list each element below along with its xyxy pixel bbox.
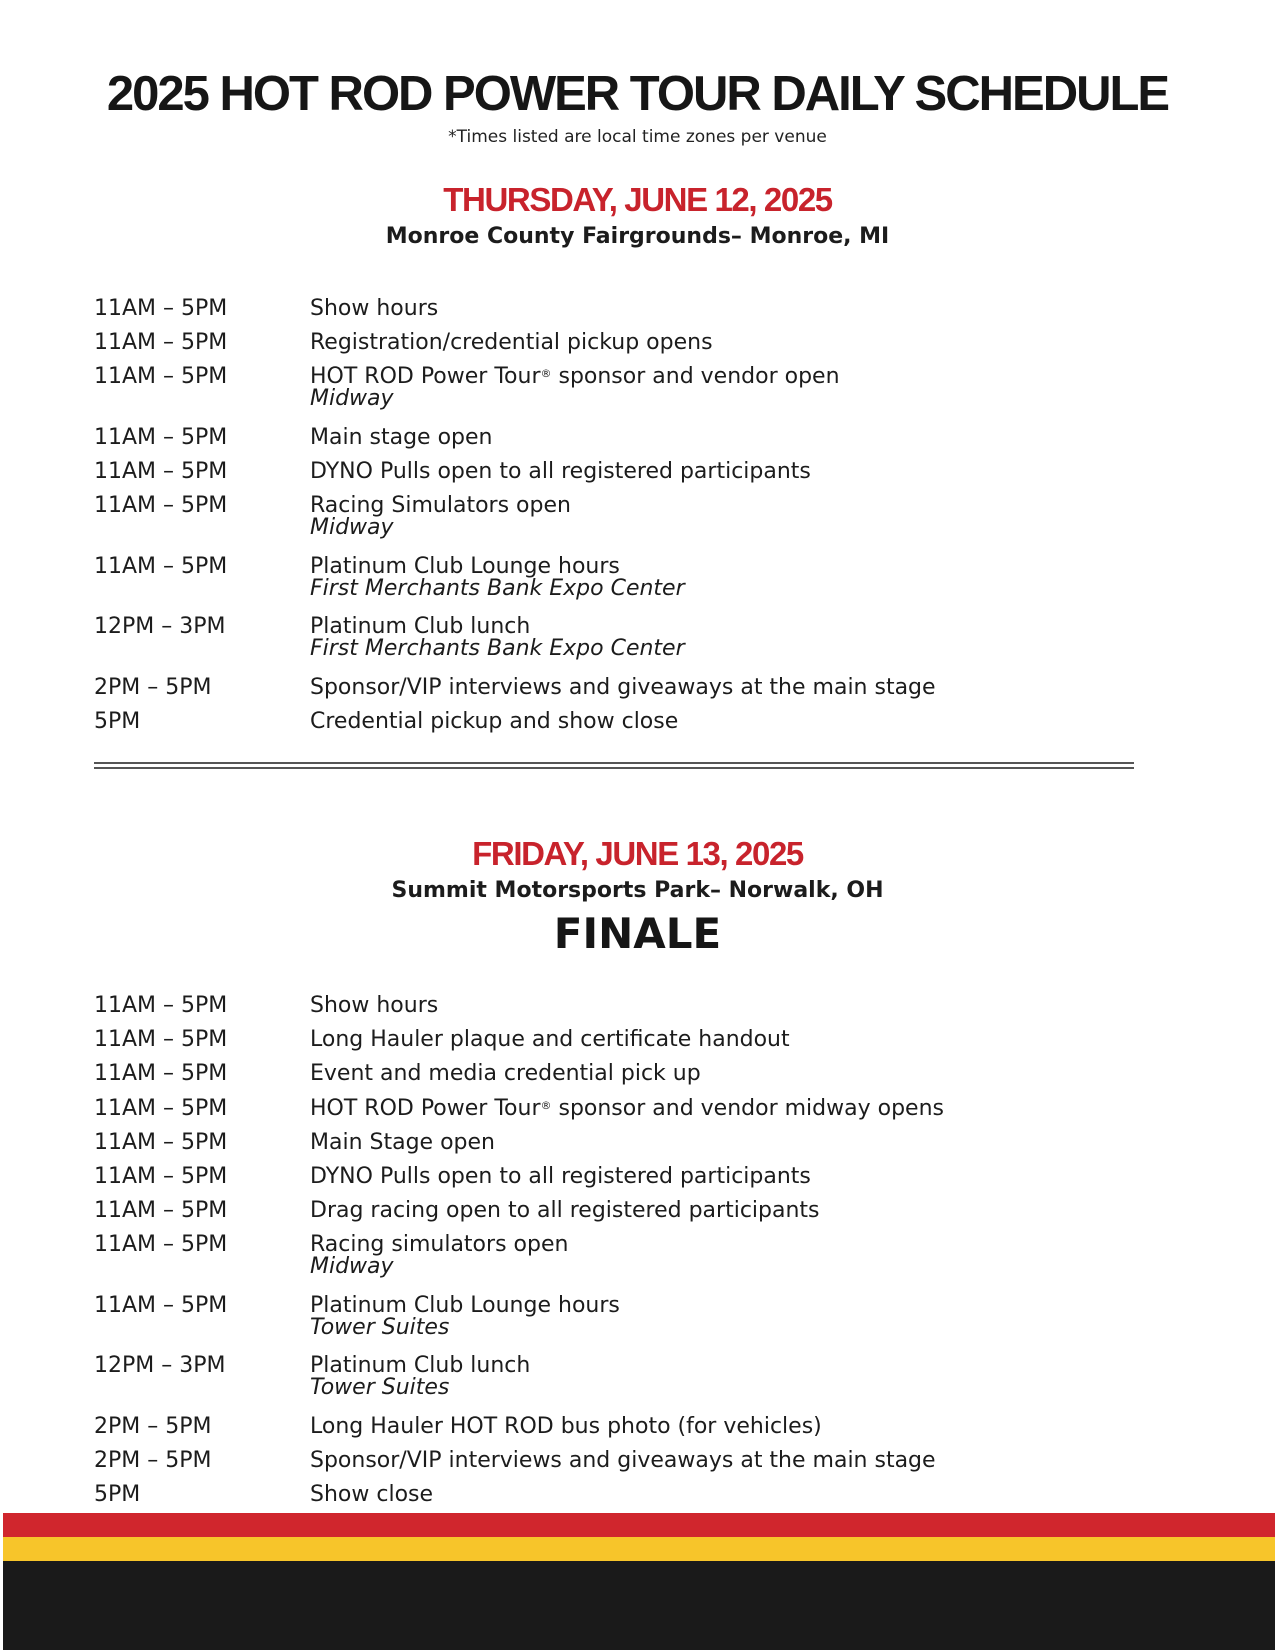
schedule-row (0, 1410, 1275, 1444)
event-time: 2PM – 5PM (94, 1413, 212, 1439)
schedule-list-friday (0, 989, 1275, 1512)
schedule-list-thursday (0, 292, 1275, 739)
schedule-row (0, 671, 1275, 705)
event-description (310, 1126, 495, 1160)
event-description (310, 1444, 936, 1478)
page-title: 2025 HOT ROD POWER TOUR DAILY SCHEDULE (106, 67, 1169, 121)
event-time: 5PM (94, 708, 141, 734)
section-divider (94, 762, 1134, 769)
event-time: 11AM – 5PM (94, 424, 228, 450)
venue-name: Monroe County Fairgrounds– Monroe, MI (385, 224, 890, 249)
footer-stripe-red (3, 1513, 1275, 1537)
event-title: Sponsor/VIP interviews and giveaways at the main stage (310, 674, 936, 700)
event-title: Platinum Club lunch (310, 1353, 531, 1379)
event-time: 11AM – 5PM (94, 1061, 228, 1087)
event-title: Event and media credential pick up (310, 1061, 701, 1087)
event-location: First Merchants Bank Expo Center (310, 636, 685, 662)
event-title-suffix: sponsor and vendor open (551, 364, 840, 390)
event-time: 12PM – 3PM (94, 1353, 226, 1379)
finale-label: FINALE (553, 909, 722, 958)
event-time: 11AM – 5PM (94, 1232, 228, 1258)
schedule-row (0, 1444, 1275, 1478)
event-description (310, 1057, 701, 1091)
event-time: 11AM – 5PM (94, 459, 228, 485)
schedule-row (0, 1126, 1275, 1160)
event-description (310, 989, 438, 1023)
registered-mark: ® (540, 1098, 552, 1112)
event-location: Tower Suites (310, 1314, 450, 1340)
event-title: Main stage open (310, 424, 493, 450)
event-description (310, 455, 811, 489)
event-location: Midway (310, 386, 394, 412)
schedule-row (0, 989, 1275, 1023)
event-title: Main Stage open (310, 1129, 495, 1155)
event-description (310, 705, 678, 739)
event-time: 11AM – 5PM (94, 364, 228, 390)
schedule-row (0, 1228, 1275, 1289)
event-description (310, 1478, 433, 1512)
schedule-row (0, 1478, 1275, 1512)
schedule-row (0, 610, 1275, 671)
event-title: DYNO Pulls open to all registered participants (310, 1163, 811, 1189)
schedule-row (0, 1349, 1275, 1410)
schedule-row (0, 455, 1275, 489)
schedule-row (0, 1023, 1275, 1057)
event-time: 11AM – 5PM (94, 1095, 228, 1121)
event-time: 5PM (94, 1482, 141, 1508)
event-title: HOT ROD Power Tour (310, 1095, 541, 1121)
schedule-row (0, 1194, 1275, 1228)
event-time: 11AM – 5PM (94, 493, 228, 519)
event-title: Show close (310, 1482, 434, 1508)
footer-stripe-yellow (3, 1537, 1275, 1561)
schedule-row (0, 292, 1275, 326)
schedule-row (0, 1057, 1275, 1091)
event-time: 11AM – 5PM (94, 993, 228, 1018)
event-description (310, 1194, 820, 1228)
event-location: First Merchants Bank Expo Center (310, 575, 685, 601)
day-section-thursday (0, 180, 1275, 254)
event-description (310, 489, 571, 539)
event-title: Drag racing open to all registered participants (310, 1198, 820, 1224)
event-time: 11AM – 5PM (94, 1292, 228, 1318)
event-title: Platinum Club Lounge hours (310, 553, 620, 579)
day-heading: FRIDAY, JUNE 13, 2025 (472, 835, 803, 872)
event-location: Midway (310, 1254, 394, 1280)
event-title: Registration/credential pickup opens (310, 330, 713, 356)
event-time: 2PM – 5PM (94, 674, 212, 700)
event-title: Platinum Club lunch (310, 614, 531, 640)
event-description (310, 292, 438, 326)
event-description (310, 1228, 568, 1278)
event-description (310, 550, 685, 600)
event-description (310, 1289, 620, 1339)
registered-mark: ® (540, 367, 552, 381)
event-title: DYNO Pulls open to all registered participants (310, 459, 811, 485)
event-title: Show hours (310, 296, 439, 321)
event-title: Long Hauler plaque and certificate handout (310, 1027, 790, 1053)
event-location: Midway (310, 515, 394, 541)
schedule-row (0, 705, 1275, 739)
event-title: Long Hauler HOT ROD bus photo (for vehicles) (310, 1413, 822, 1439)
event-title-suffix: sponsor and vendor midway opens (551, 1095, 944, 1121)
schedule-row (0, 550, 1275, 611)
event-title: Racing simulators open (310, 1232, 569, 1258)
event-time: 11AM – 5PM (94, 1129, 228, 1155)
day-section-friday (0, 834, 1275, 960)
event-location: Tower Suites (310, 1375, 450, 1401)
event-description (310, 1410, 822, 1444)
event-title: Show hours (310, 993, 439, 1018)
event-time: 11AM – 5PM (94, 553, 228, 579)
event-time: 11AM – 5PM (94, 296, 228, 321)
event-time: 11AM – 5PM (94, 1163, 228, 1189)
event-description (310, 610, 685, 660)
schedule-row (0, 489, 1275, 550)
event-time: 12PM – 3PM (94, 614, 226, 640)
event-description (310, 1160, 811, 1194)
event-description (310, 421, 492, 455)
schedule-row (0, 1160, 1275, 1194)
event-description (310, 360, 840, 410)
event-title: HOT ROD Power Tour (310, 364, 541, 390)
event-title: Credential pickup and show close (310, 708, 679, 734)
schedule-row (0, 326, 1275, 360)
day-heading: THURSDAY, JUNE 12, 2025 (443, 181, 832, 218)
schedule-row (0, 1092, 1275, 1126)
event-title: Platinum Club Lounge hours (310, 1292, 620, 1318)
event-description (310, 1349, 530, 1399)
timezone-note: *Times listed are local time zones per venue (448, 127, 827, 147)
event-time: 11AM – 5PM (94, 1027, 228, 1053)
event-description (310, 1092, 944, 1126)
event-description (310, 1023, 790, 1057)
footer-stripe-black (3, 1561, 1275, 1650)
schedule-row (0, 360, 1275, 421)
schedule-row (0, 1289, 1275, 1350)
event-title: Sponsor/VIP interviews and giveaways at the main stage (310, 1448, 936, 1473)
event-time: 2PM – 5PM (94, 1448, 212, 1473)
event-description (310, 326, 713, 360)
event-description (310, 671, 936, 705)
event-time: 11AM – 5PM (94, 330, 228, 356)
venue-name: Summit Motorsports Park– Norwalk, OH (391, 878, 884, 903)
event-time: 11AM – 5PM (94, 1198, 228, 1224)
schedule-row (0, 421, 1275, 455)
event-title: Racing Simulators open (310, 493, 571, 519)
